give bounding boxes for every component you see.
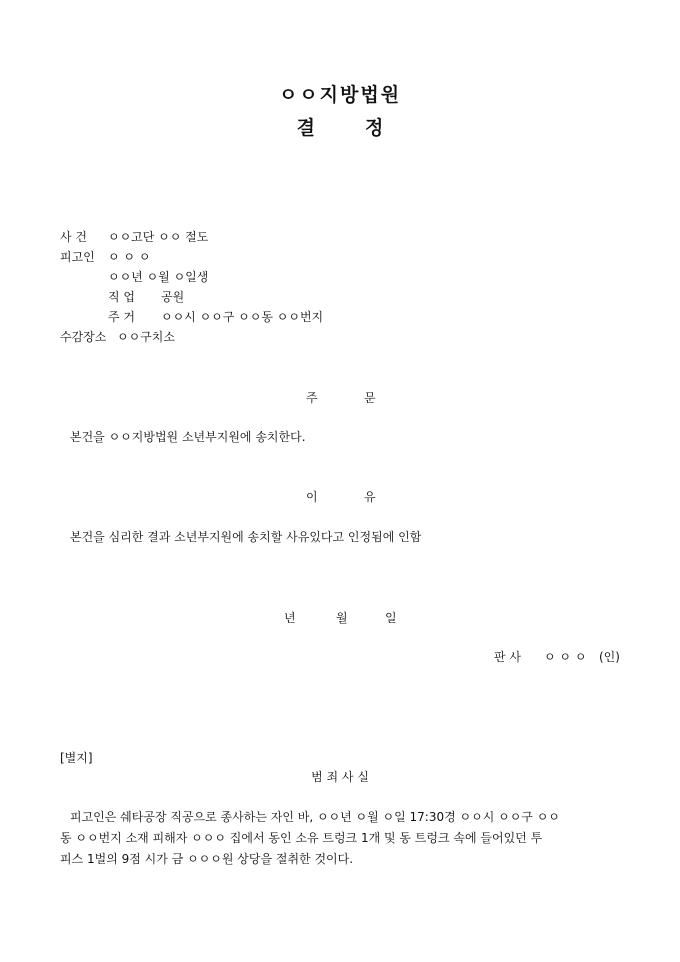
defendant-label: 피고인 — [60, 250, 95, 264]
reason-text: 본건을 심리한 결과 소년부지원에 송치할 사유있다고 인정됨에 인함 — [70, 530, 422, 544]
document-title-right: 정 — [365, 117, 384, 139]
crime-facts-line-2: 동 ㅇㅇ번지 소재 피해자 ㅇㅇㅇ 집에서 동인 소유 트렁크 1개 및 동 트렁크 속에 들어있던 투 — [60, 831, 543, 845]
defendant-birth: ㅇㅇ년 ㅇ월 ㅇ일생 — [108, 270, 209, 284]
detention-label: 수감장소 — [60, 330, 107, 344]
order-heading-1: 주 — [306, 391, 318, 405]
court-name: ㅇㅇ지방법원 — [278, 84, 402, 106]
detention-value: ㅇㅇ구치소 — [117, 330, 175, 344]
judge-name: ㅇ ㅇ ㅇ — [544, 650, 587, 664]
defendant-job: 공원 — [161, 290, 185, 304]
judge-seal: (인) — [599, 650, 620, 664]
date-month: 월 — [336, 611, 348, 625]
document-title-left: 결 — [296, 117, 315, 139]
case-value: ㅇㅇ고단 ㅇㅇ 절도 — [108, 230, 209, 244]
case-label: 사 건 — [60, 230, 87, 244]
attachment-heading: 범 죄 사 실 — [311, 770, 369, 784]
judge-title: 판 사 — [494, 650, 521, 664]
reason-heading-2: 유 — [364, 490, 376, 504]
defendant-name: ㅇ ㅇ ㅇ — [108, 250, 151, 264]
defendant-job-label: 직 업 — [108, 290, 135, 304]
date-day: 일 — [385, 611, 397, 625]
order-heading-2: 문 — [364, 391, 376, 405]
reason-heading-1: 이 — [306, 490, 318, 504]
order-text: 본건을 ㅇㅇ지방법원 소년부지원에 송치한다. — [70, 430, 306, 444]
crime-facts-line-1: 피고인은 쉐타공장 직공으로 종사하는 자인 바, ㅇㅇ년 ㅇ월 ㅇ일 17:30경 ㅇㅇ시 ㅇㅇ구 ㅇㅇ — [70, 810, 560, 824]
date-year: 년 — [284, 611, 296, 625]
attachment-label: [별지] — [60, 751, 93, 765]
defendant-address-label: 주 거 — [108, 310, 135, 324]
document-title — [0, 113, 680, 140]
crime-facts-line-3: 피스 1벌의 9점 시가 금 ㅇㅇㅇ원 상당을 절취한 것이다. — [60, 852, 354, 866]
defendant-address: ㅇㅇ시 ㅇㅇ구 ㅇㅇ동 ㅇㅇ번지 — [161, 310, 324, 324]
